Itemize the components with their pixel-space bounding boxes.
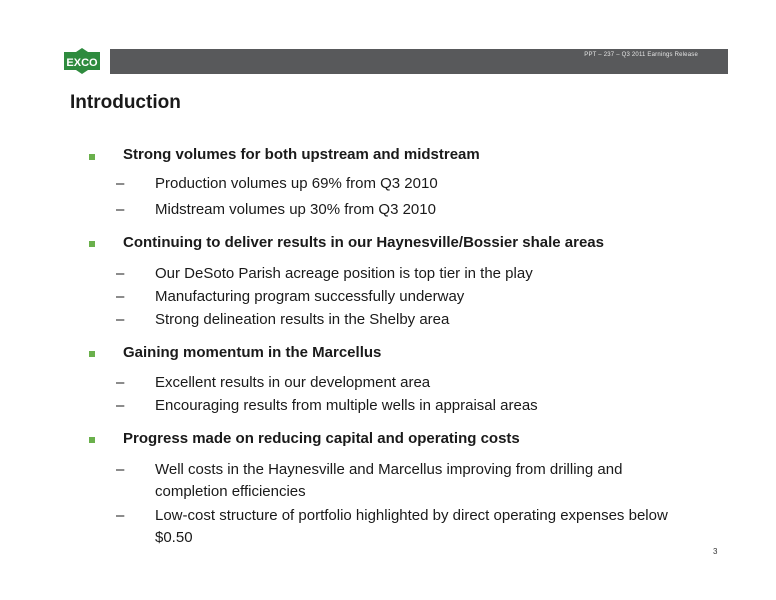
- bullet-heading: Strong volumes for both upstream and midstream: [123, 146, 480, 163]
- logo-text: EXCO: [66, 57, 98, 69]
- dash-marker: –: [116, 397, 125, 414]
- bullet-marker: [89, 351, 95, 357]
- page-number: 3: [713, 547, 718, 556]
- dash-marker: –: [116, 175, 125, 192]
- bullet-heading: Continuing to deliver results in our Haynesville/Bossier shale areas: [123, 234, 604, 251]
- bullet-marker: [89, 154, 95, 160]
- sub-bullet: Low-cost structure of portfolio highlighted by direct operating expenses below $0.50: [155, 507, 668, 546]
- sub-bullet: Manufacturing program successfully underway: [155, 288, 465, 305]
- sub-bullet: Excellent results in our development area: [155, 374, 431, 391]
- dash-marker: –: [116, 507, 125, 524]
- page-title: Introduction: [70, 92, 181, 113]
- bullet-heading: Gaining momentum in the Marcellus: [123, 344, 382, 361]
- bullet-heading: Progress made on reducing capital and operating costs: [123, 430, 520, 447]
- sub-bullet: Strong delineation results in the Shelby area: [155, 311, 450, 328]
- sub-bullet: Our DeSoto Parish acreage position is top tier in the play: [155, 265, 533, 282]
- sub-bullet: Well costs in the Haynesville and Marcellus improving from drilling and completion efficiencies: [155, 461, 623, 500]
- dash-marker: –: [116, 374, 125, 391]
- dash-marker: –: [116, 201, 125, 218]
- header-bar: [110, 49, 728, 74]
- exco-logo: [62, 47, 102, 75]
- bullet-marker: [89, 241, 95, 247]
- dash-marker: –: [116, 265, 125, 282]
- bullet-marker: [89, 437, 95, 443]
- dash-marker: –: [116, 461, 125, 478]
- sub-bullet: Encouraging results from multiple wells in appraisal areas: [155, 397, 538, 414]
- dash-marker: –: [116, 288, 125, 305]
- header-text: PPT – 237 – Q3 2011 Earnings Release: [584, 52, 698, 58]
- dash-marker: –: [116, 311, 125, 328]
- sub-bullet: Production volumes up 69% from Q3 2010: [155, 175, 438, 192]
- sub-bullet: Midstream volumes up 30% from Q3 2010: [155, 201, 436, 218]
